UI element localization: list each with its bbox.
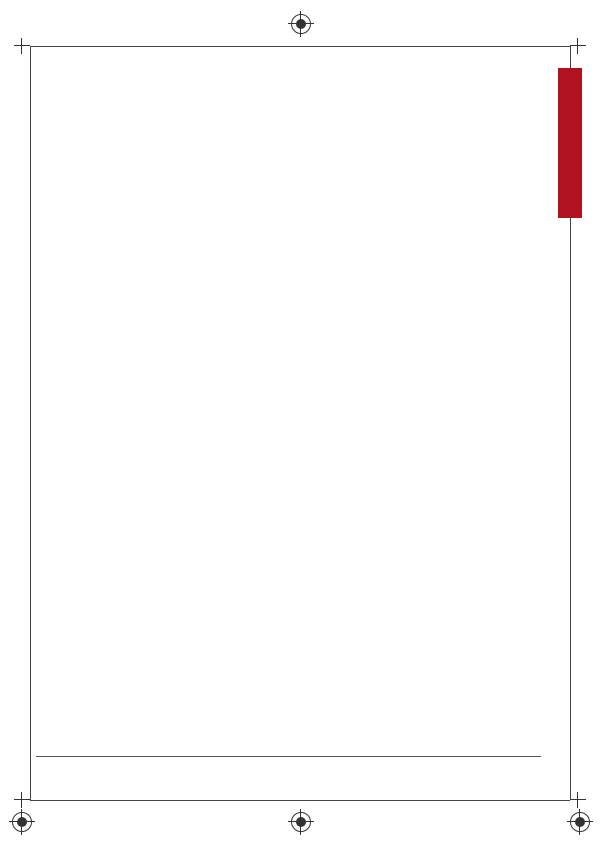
crop-mark-top-left [14,38,30,54]
crop-mark-bottom-left [14,792,30,808]
footer-rule [36,756,541,757]
registration-mark-bottom-left [12,812,32,832]
frame-line-left [30,46,31,800]
registration-mark-bottom-right [570,812,590,832]
frame-line-bottom [30,800,570,801]
text-column-left [36,84,280,88]
article-header [300,128,540,142]
crop-mark-bottom-right [570,792,586,808]
crop-mark-top-right [570,38,586,54]
registration-mark-top [291,14,311,34]
frame-line-top [30,46,570,47]
section-tab [558,68,582,218]
text-column-right [302,268,538,272]
registration-mark-bottom [291,812,311,832]
